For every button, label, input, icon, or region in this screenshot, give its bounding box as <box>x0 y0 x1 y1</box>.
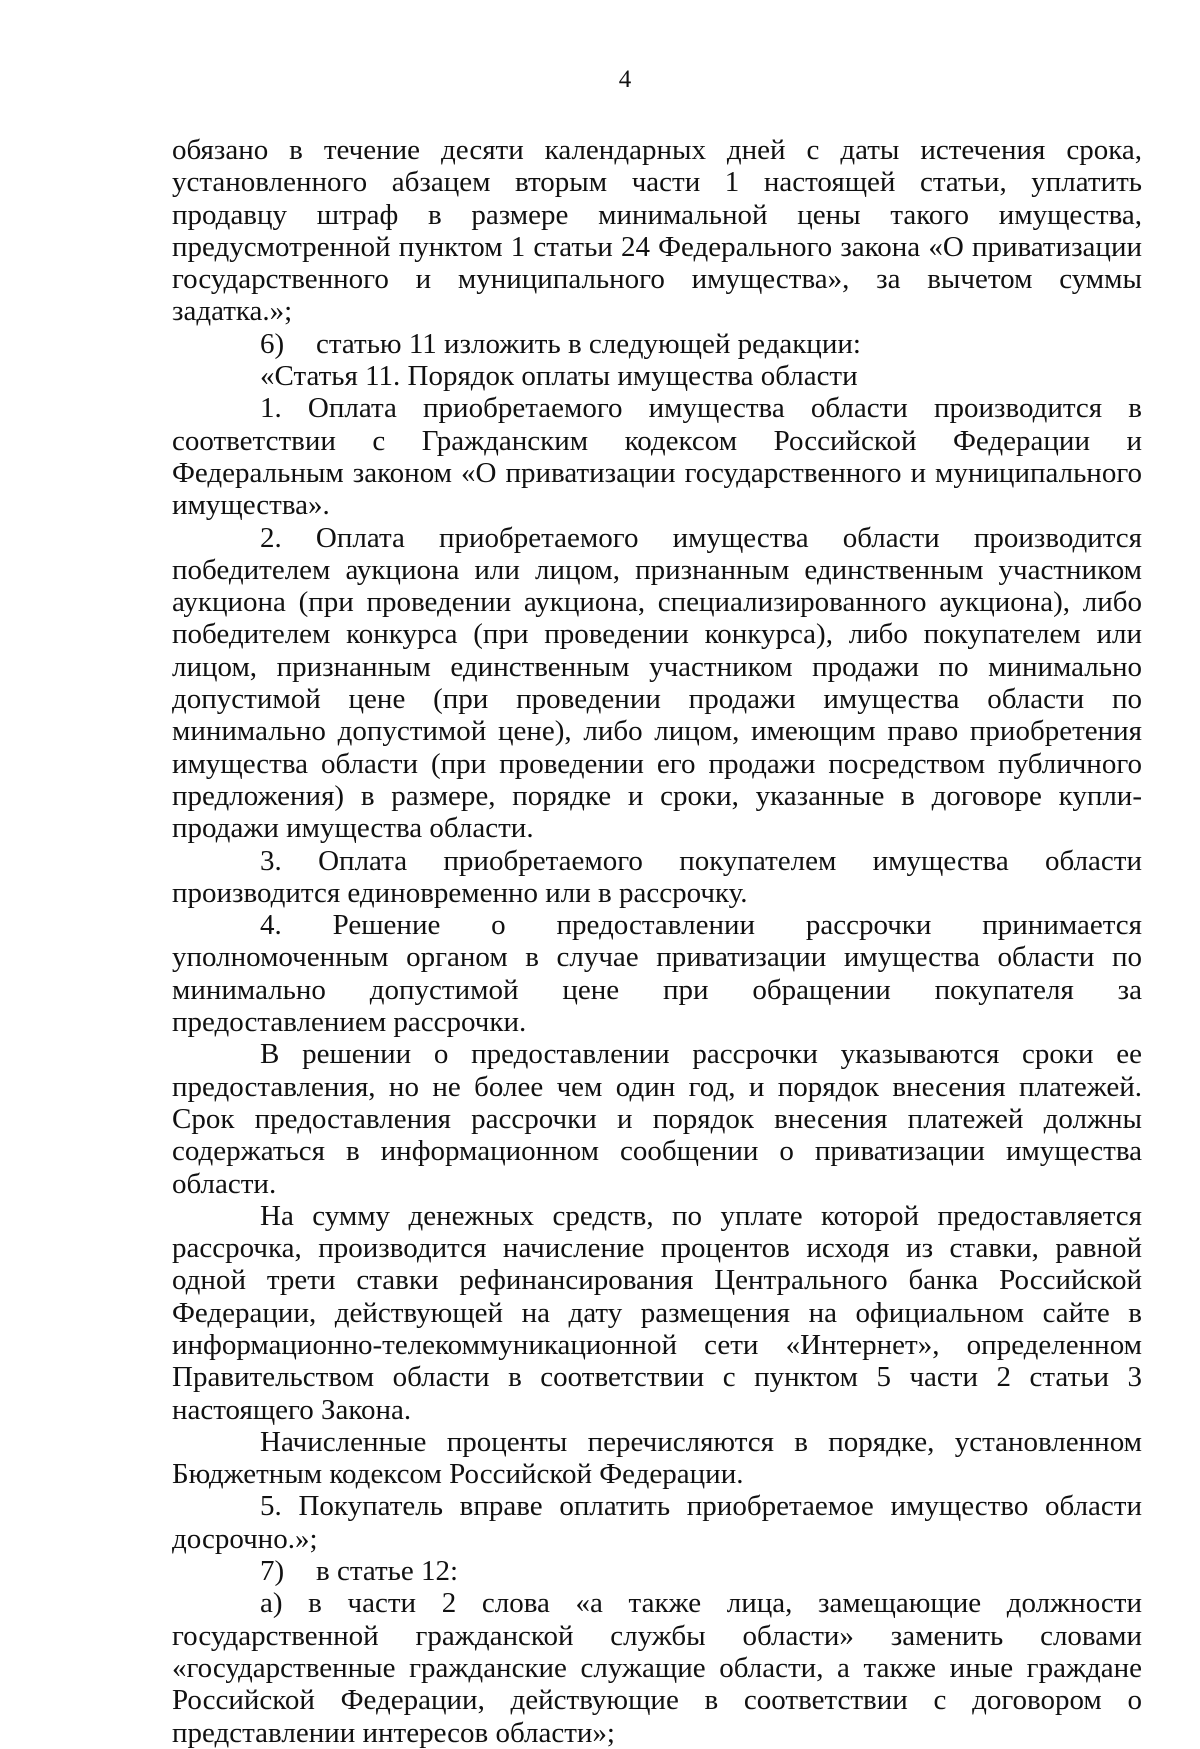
paragraph-point-2: 2. Оплата приобретаемого имущества области производится победителем аукциона или лицом, признанным единственным участником аукциона (при проведении аукциона, специализированного аукциона), либо победителем конкурса (при проведении конкурса), либо покупателем или лицом, признанным единственным участником продажи по минимально допустимой цене (при проведении продажи имущества области по минимально допустимой цене), либо лицом, имеющим право приобретения имущества области (при проведении его продажи посредством публичного предложения) в размере, порядке и сроки, указанные в договоре купли-продажи имущества области. <box>172 521 1142 845</box>
article-heading: «Статья 11. Порядок оплаты имущества области <box>260 360 858 393</box>
paragraph-point-4: 4. Решение о предоставлении рассрочки принимается уполномоченным органом в случае приватизации имущества области по минимально допустимой цене при обращении покупателя за предоставлением рассрочки. <box>172 909 1142 1039</box>
paragraph-interest: На сумму денежных средств, по уплате которой предоставляется рассрочка, производится начисление процентов исходя из ставки, равной одной трети ставки рефинансирования Центрального банка Российской Федерации, действующей на дату размещения на официальном сайте в информационно-телекоммуникационной сети «Интернет», определенном Правительством области в соответствии с пунктом 5 части 2 статьи 3 настоящего Закона. <box>172 1199 1142 1426</box>
page-number-text: 4 <box>618 66 632 93</box>
paragraph-point-5: 5. Покупатель вправе оплатить приобретаемое имущество области досрочно.»; <box>172 1490 1142 1555</box>
page-number <box>0 64 1200 96</box>
paragraph-point-3: 3. Оплата приобретаемого покупателем имущества области производится единовременно или в рассрочку. <box>172 844 1142 909</box>
paragraph-installment-terms: В решении о предоставлении рассрочки указываются сроки ее предоставления, но не более чем один год, и порядок внесения платежей. Срок предоставления рассрочки и порядок внесения платежей должны содержаться в информационном сообщении о приватизации имущества области. <box>172 1038 1142 1200</box>
list-item-6 <box>172 328 1142 360</box>
paragraph-continuation: обязано в течение десяти календарных дней с даты истечения срока, установленного абзацем вторым части 1 настоящей статьи, уплатить продавцу штраф в размере минимальной цены такого имущества, предусмотренной пунктом 1 статьи 24 Федерального закона «О приватизации государственного и муниципального имущества», за вычетом суммы задатка.»; <box>172 134 1142 328</box>
list-item-text: в статье 12: <box>316 1555 459 1588</box>
paragraph-interest-transfer: Начисленные проценты перечисляются в порядке, установленном Бюджетным кодексом Российской Федерации. <box>172 1425 1142 1491</box>
list-marker: 7) <box>260 1555 285 1588</box>
list-item-text: статью 11 изложить в следующей редакции: <box>316 327 861 360</box>
paragraph-point-1: 1. Оплата приобретаемого имущества области производится в соответствии с Гражданским кодексом Российской Федерации и Федеральным законом «О приватизации государственного и муниципального имущества». <box>172 392 1142 522</box>
list-marker: 6) <box>260 327 285 360</box>
paragraph-subitem-a: а) в части 2 слова «а также лица, замещающие должности государственной гражданской службы области» заменить словами «государственные гражданские служащие области, а также иные граждане Российской Федерации, действующие в соответствии с договором о представлении интересов области»; <box>172 1587 1142 1749</box>
document-body <box>172 134 1142 1749</box>
list-item-7 <box>172 1555 1142 1587</box>
